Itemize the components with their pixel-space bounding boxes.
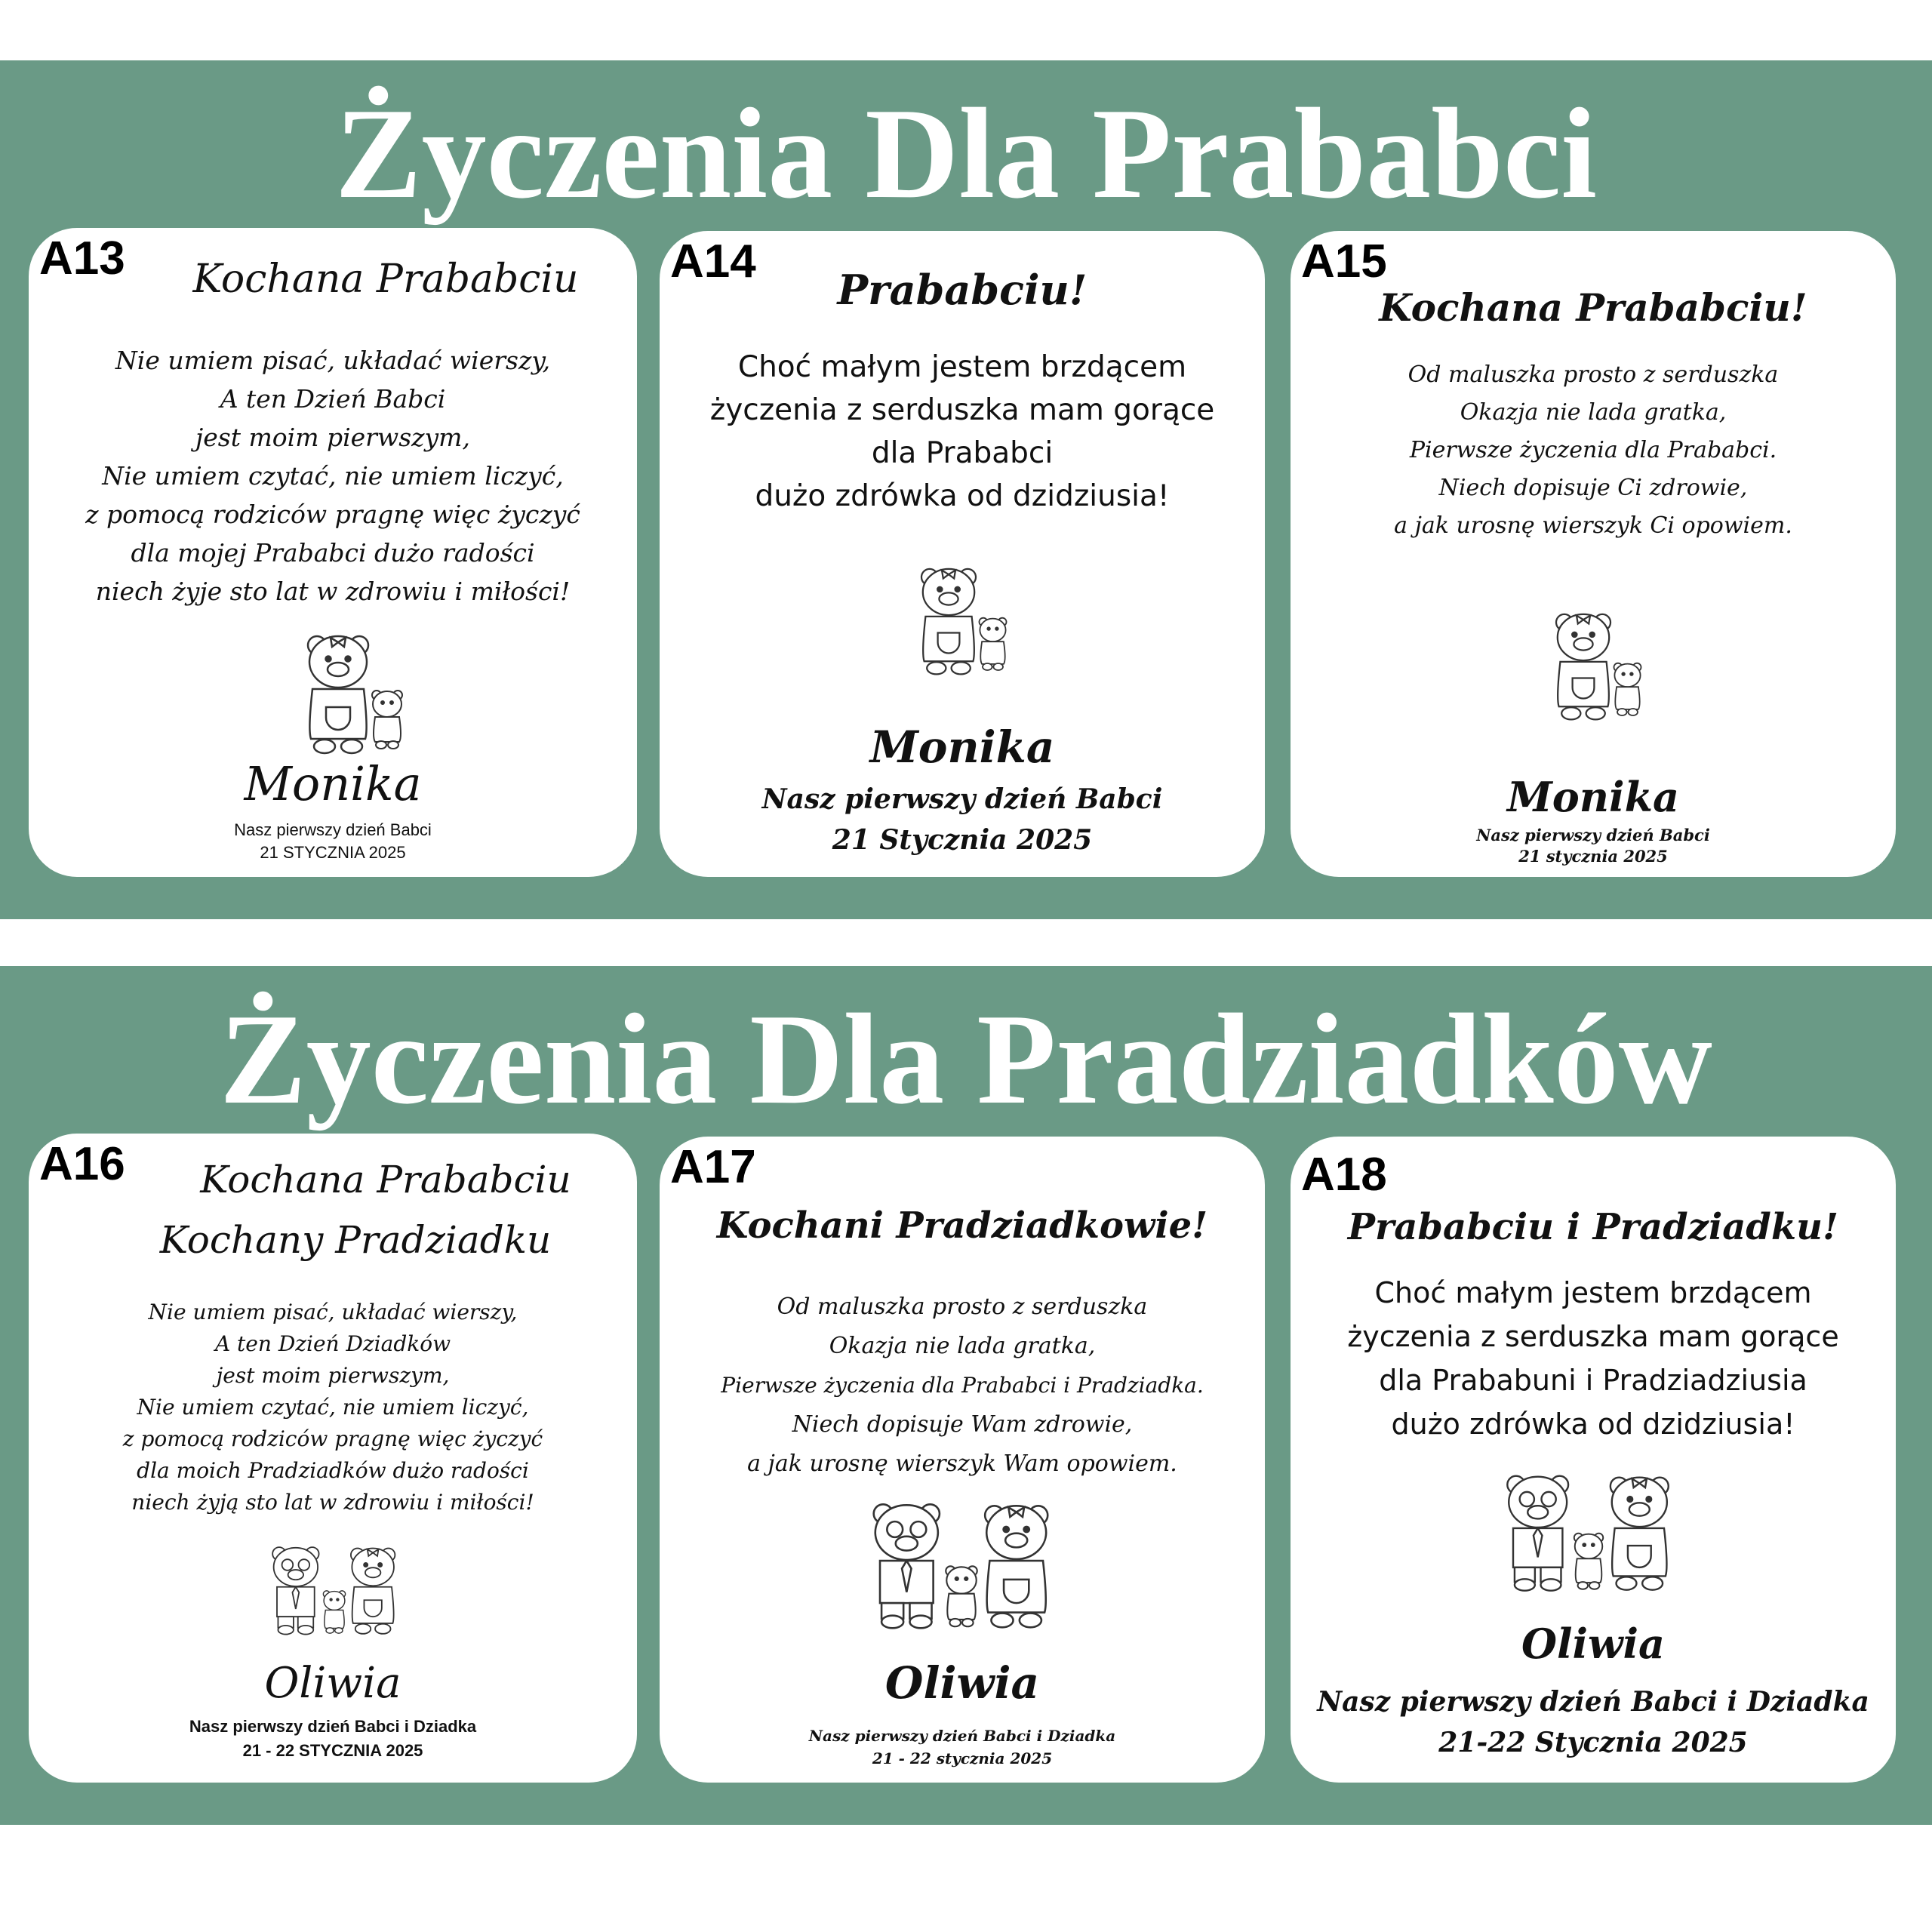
- wish-line: niech żyje sto lat w zdrowiu i miłości!: [95, 577, 571, 606]
- wish-line: dla moich Pradziadków dużo radości: [137, 1458, 529, 1483]
- footer-line: Nasz pierwszy dzień Babci: [761, 783, 1163, 815]
- card-heading: Prababciu!: [837, 266, 1088, 314]
- card-a16[interactable]: [29, 1134, 637, 1783]
- child-name: Oliwia: [884, 1657, 1040, 1709]
- wish-text: [29, 1297, 637, 1518]
- child-name: Monika: [869, 721, 1055, 773]
- bears-illustration: [1536, 593, 1672, 729]
- wish-line: jest moim pierwszym,: [216, 1363, 450, 1388]
- footer-line: Nasz pierwszy dzień Babci: [1476, 826, 1710, 844]
- wish-line: Niech dopisuje Wam zdrowie,: [792, 1411, 1133, 1438]
- wish-text: [29, 341, 637, 611]
- footer-line: 21 Stycznia 2025: [832, 824, 1093, 856]
- bears-illustration: [860, 1488, 1063, 1632]
- wish-text: [660, 1287, 1265, 1484]
- wish-text: [1291, 356, 1896, 545]
- footer-line: 21 STYCZNIA 2025: [260, 843, 406, 862]
- footer-line: 21 - 22 STYCZNIA 2025: [242, 1741, 423, 1760]
- bears-illustration: [285, 620, 436, 756]
- card-heading: Kochani Pradziadkowie!: [716, 1204, 1208, 1247]
- card-a17[interactable]: [660, 1137, 1265, 1783]
- wish-line: Choć małym jestem brzdącem: [1374, 1276, 1812, 1309]
- wish-line: a jak urosnę wierszyk Ci opowiem.: [1394, 512, 1792, 539]
- wish-line: Nie umiem pisać, układać wierszy,: [148, 1300, 518, 1324]
- card-heading: Kochana Prababciu: [200, 1158, 571, 1201]
- card-a15[interactable]: [1291, 231, 1896, 877]
- bears-illustration: [1494, 1452, 1683, 1603]
- wish-line: dużo zdrówka od dzidziusia!: [1391, 1407, 1795, 1441]
- wish-line: z pomocą rodziców pragnę więc życzyć: [85, 500, 580, 529]
- wish-line: A ten Dzień Dziadków: [214, 1331, 451, 1356]
- card-heading-second: Kochany Pradziadku: [159, 1218, 552, 1262]
- wish-line: Nie umiem czytać, nie umiem liczyć,: [102, 461, 564, 491]
- card-code: A13: [39, 232, 125, 285]
- wish-line: Okazja nie lada gratka,: [1460, 399, 1727, 426]
- card-code: A17: [670, 1141, 756, 1193]
- card-heading: Kochana Prababciu!: [1379, 285, 1807, 330]
- wish-line: dla Prababci: [871, 436, 1054, 470]
- wish-line: A ten Dzień Babci: [220, 384, 446, 414]
- child-name: Monika: [1507, 773, 1679, 821]
- wish-line: a jak urosnę wierszyk Wam opowiem.: [747, 1451, 1177, 1477]
- footer-line: Nasz pierwszy dzień Babci i Dziadka: [808, 1727, 1116, 1745]
- footer-line: 21-22 Stycznia 2025: [1438, 1727, 1748, 1758]
- footer-line: 21 stycznia 2025: [1518, 847, 1668, 866]
- card-code: A15: [1301, 235, 1387, 288]
- child-name: Oliwia: [1521, 1620, 1666, 1668]
- wish-line: dla mojej Prababci dużo radości: [131, 538, 535, 568]
- card-a13[interactable]: [29, 228, 637, 877]
- wish-line: Choć małym jestem brzdącem: [737, 350, 1187, 384]
- wish-line: dla Prababuni i Pradziadziusia: [1379, 1364, 1807, 1397]
- footer-line: Nasz pierwszy dzień Babci i Dziadka: [189, 1717, 477, 1736]
- child-name: Monika: [244, 756, 422, 811]
- card-code: A16: [39, 1138, 125, 1190]
- wish-line: niech żyją sto lat w zdrowiu i miłości!: [131, 1490, 534, 1515]
- card-a14[interactable]: [660, 231, 1265, 877]
- card-a18[interactable]: [1291, 1137, 1896, 1783]
- card-heading: Kochana Prababciu: [192, 257, 579, 302]
- wish-line: Okazja nie lada gratka,: [829, 1333, 1096, 1359]
- card-code: A18: [1301, 1149, 1387, 1201]
- wish-line: Pierwsze życzenia dla Prababci i Pradziadka.: [721, 1373, 1204, 1398]
- wish-line: z pomocą rodziców pragnę więc życzyć: [122, 1426, 543, 1451]
- bears-illustration: [901, 548, 1037, 684]
- wish-line: Nie umiem czytać, nie umiem liczyć,: [137, 1395, 529, 1420]
- wish-line: jest moim pierwszym,: [195, 423, 470, 452]
- wish-line: życzenia z serduszka mam gorące: [1347, 1320, 1839, 1353]
- footer-line: Nasz pierwszy dzień Babci i Dziadka: [1317, 1686, 1869, 1718]
- wish-line: Od maluszka prosto z serduszka: [777, 1294, 1148, 1320]
- footer-line: 21 - 22 stycznia 2025: [872, 1749, 1053, 1767]
- footer-line: Nasz pierwszy dzień Babci: [234, 820, 432, 839]
- card-code: A14: [670, 235, 756, 288]
- wish-text: [1291, 1271, 1896, 1446]
- wish-line: dużo zdrówka od dzidziusia!: [755, 479, 1170, 513]
- wish-line: Od maluszka prosto z serduszka: [1407, 361, 1779, 388]
- wish-line: Pierwsze życzenia dla Prababci.: [1409, 437, 1777, 463]
- bears-illustration: [263, 1534, 406, 1639]
- wish-line: Niech dopisuje Ci zdrowie,: [1438, 475, 1748, 501]
- section-title: Życzenia Dla Prababci: [334, 82, 1598, 226]
- wish-text: [660, 346, 1265, 518]
- card-heading: Prababciu i Pradziadku!: [1347, 1206, 1839, 1248]
- wish-line: Nie umiem pisać, układać wierszy,: [115, 346, 551, 375]
- wish-line: życzenia z serduszka mam gorące: [709, 393, 1215, 427]
- section-title: Życzenia Dla Pradziadków: [220, 988, 1712, 1131]
- child-name: Oliwia: [264, 1659, 401, 1708]
